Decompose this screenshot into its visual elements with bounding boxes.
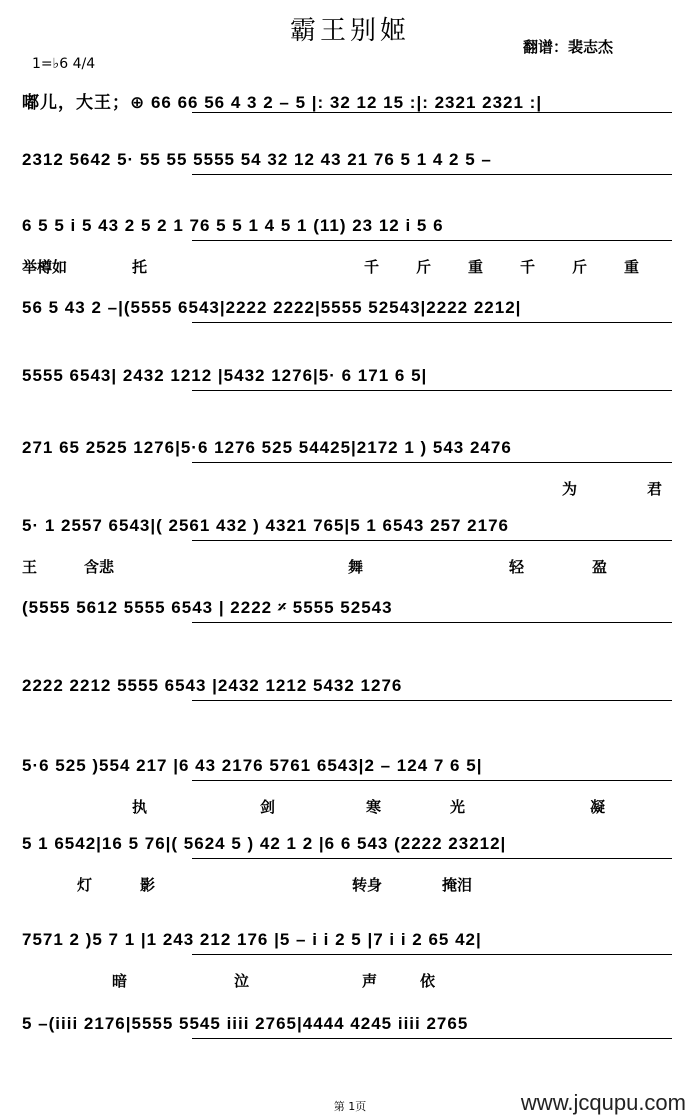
beam-line [192,322,672,323]
notation-line: 271 65 2525 1276|5·6 1276 525 54425|2172 1 ) 543 2476 [22,438,512,457]
lyric-word: 托 [132,258,148,276]
site-watermark: www.jcqupu.com [520,1090,686,1115]
beam-line [192,954,672,955]
lyric-word: 为 [562,480,578,498]
notation-line: 2222 2212 5555 6543 |2432 1212 5432 1276 [22,676,403,695]
lyric-word: 千 [520,258,536,276]
notation-line: 56 5 43 2 –|(5555 6543|2222 2222|5555 52543|2222 2212| [22,298,522,317]
beam-line [192,622,672,623]
key-signature: 1=♭6 4/4 [32,56,96,72]
lyric-word: 执 [132,798,148,816]
notation-line: 5·6 525 )554 217 |6 43 2176 5761 6543|2 – 124 7 6 5| [22,756,483,775]
lyric-line [22,256,682,278]
lyric-word: 掩泪 [442,876,473,894]
notation-line: 6 5 5 i 5 43 2 5 2 1 76 5 5 1 4 5 1 (11) 23 12 i 5 6 [22,216,444,235]
lyric-line [22,796,682,818]
lyric-word: 王 [22,558,38,576]
notation-line: 7571 2 )5 7 1 |1 243 212 176 |5 – i i 2 5 |7 i i 2 65 42| [22,930,482,949]
lyric-word: 重 [624,258,640,276]
notation-line: 5555 6543| 2432 1212 |5432 1276|5· 6 171 6 5| [22,366,428,385]
beam-line [192,240,672,241]
notation-line: 5· 1 2557 6543|( 2561 432 ) 4321 765|5 1 6543 257 2176 [22,516,509,535]
lyric-word: 剑 [260,798,276,816]
lyric-word: 凝 [590,798,606,816]
lyric-word: 舞 [348,558,364,576]
lyric-word: 举樽如 [22,258,68,276]
lyric-word: 重 [468,258,484,276]
notation-line: 5 1 6542|16 5 76|( 5624 5 ) 42 1 2 |6 6 543 (2222 23212| [22,834,507,853]
lyric-word: 灯 [77,876,93,894]
notation-line: 2312 5642 5· 55 55 5555 54 32 12 43 21 76 5 1 4 2 5 – [22,150,492,169]
lyric-word: 声 [362,972,378,990]
lyric-word: 转身 [352,876,383,894]
lyric-line [22,970,682,992]
lyric-word: 光 [450,798,466,816]
beam-line [192,174,672,175]
lyric-word: 君 [647,480,663,498]
beam-line [192,540,672,541]
lyric-word: 斤 [572,258,588,276]
lyric-word: 寒 [366,798,382,816]
lyric-word: 含悲 [84,558,115,576]
page-number: 第 1页 [333,1100,367,1113]
lyric-word: 千 [364,258,380,276]
notation-line: 5 –(iiii 2176|5555 5545 iiii 2765|4444 4245 iiii 2765 [22,1014,469,1033]
lyric-line [22,478,682,500]
beam-line [192,1038,672,1039]
beam-line [192,112,672,113]
arranger-credit: 翻谱：裴志杰 [523,38,614,56]
lyric-word: 斤 [416,258,432,276]
beam-line [192,462,672,463]
notation-line: 嘟儿，大王；⊕ 66 66 56 4 3 2 – 5 |: 32 12 15 :|: 2321 2321 :| [22,93,543,112]
lyric-line [22,556,682,578]
lyric-word: 泣 [234,972,250,990]
lyric-line [22,874,682,896]
lyric-word: 暗 [112,972,128,990]
lyric-word: 轻 [509,558,525,576]
beam-line [192,780,672,781]
beam-line [192,858,672,859]
notation-line: (5555 5612 5555 6543 | 2222 𝄎 5555 52543 [22,598,393,617]
page-title: 霸王别姬 [289,16,410,46]
beam-line [192,390,672,391]
lyric-word: 影 [140,876,156,894]
beam-line [192,700,672,701]
lyric-word: 盈 [592,558,608,576]
lyric-word: 依 [420,972,436,990]
